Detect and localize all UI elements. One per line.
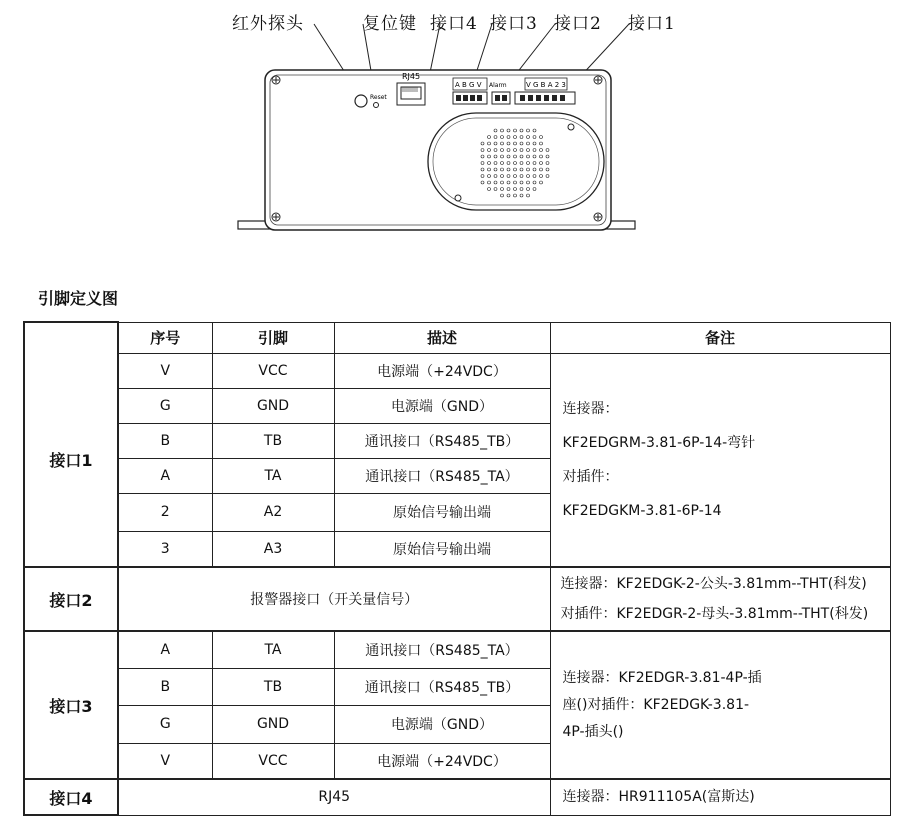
cell-desc: 通讯接口（RS485_TB） xyxy=(334,668,550,705)
grille-hole xyxy=(514,188,517,191)
header-seq: 序号 xyxy=(118,322,212,353)
cell-pin: A2 xyxy=(212,493,334,531)
table-header-row xyxy=(24,322,890,353)
header-desc: 描述 xyxy=(334,322,550,353)
grille-hole xyxy=(494,162,497,165)
grille-hole xyxy=(501,168,504,171)
port2-label: 接口2 xyxy=(24,567,118,631)
grille-hole xyxy=(488,188,491,191)
grille-hole xyxy=(494,129,497,132)
cell-pin: VCC xyxy=(212,353,334,388)
section-title: 引脚定义图 xyxy=(38,289,119,308)
table-row xyxy=(24,779,890,815)
cell-pin: TB xyxy=(212,423,334,458)
cell-desc: 电源端（+24VDC） xyxy=(334,743,550,779)
cell-pin: GND xyxy=(212,705,334,743)
grille-hole xyxy=(488,149,491,152)
ir-probe xyxy=(355,95,367,107)
grille-hole xyxy=(540,168,543,171)
port3-label: 接口3 xyxy=(24,631,118,779)
callout-reset-key: 复位键 xyxy=(363,14,417,34)
abgv-text: A B G V xyxy=(455,81,482,89)
grille-hole xyxy=(527,188,530,191)
cell-seq: 2 xyxy=(118,493,212,531)
cell-desc: 通讯接口（RS485_TA） xyxy=(334,631,550,668)
grille-hole xyxy=(540,149,543,152)
grille-hole xyxy=(527,142,530,145)
grille-hole xyxy=(494,181,497,184)
grille-hole xyxy=(507,188,510,191)
grille-hole xyxy=(481,155,484,158)
grille-hole xyxy=(488,168,491,171)
grille-hole xyxy=(501,129,504,132)
grille-hole xyxy=(507,175,510,178)
grille-hole xyxy=(481,168,484,171)
grille-hole xyxy=(514,136,517,139)
rj45-text: RJ45 xyxy=(402,72,421,81)
cell-seq: V xyxy=(118,353,212,388)
cell-seq: B xyxy=(118,668,212,705)
grille-hole xyxy=(481,162,484,165)
port2-connector xyxy=(492,92,510,104)
grille-hole xyxy=(488,136,491,139)
cell-pin: VCC xyxy=(212,743,334,779)
cell-desc: 通讯接口（RS485_TA） xyxy=(334,458,550,493)
grille-hole xyxy=(520,155,523,158)
grille-hole xyxy=(507,155,510,158)
grille-hole xyxy=(481,181,484,184)
grille-hole xyxy=(540,162,543,165)
grille-hole xyxy=(533,136,536,139)
port1-note: 连接器： KF2EDGRM-3.81-6P-14-弯针 对插件： KF2EDGKM-3.81-6P-14 xyxy=(550,353,890,567)
grille-hole xyxy=(488,142,491,145)
grille-hole xyxy=(533,168,536,171)
vgba23-text: V G B A 2 3 xyxy=(526,81,566,89)
grille-hole xyxy=(533,175,536,178)
grille-hole xyxy=(501,175,504,178)
cell-pin: TA xyxy=(212,631,334,668)
grille-hole xyxy=(540,175,543,178)
grille-hole xyxy=(520,162,523,165)
grille-hole xyxy=(488,155,491,158)
grille-hole xyxy=(520,194,523,197)
cell-desc: 通讯接口（RS485_TB） xyxy=(334,423,550,458)
reset-text: Reset xyxy=(370,94,387,101)
port3-note: 连接器：KF2EDGR-3.81-4P-插 座()对插件：KF2EDGK-3.81- 4P-插头() xyxy=(550,631,890,779)
cell-desc: 原始信号输出端 xyxy=(334,493,550,531)
grille-hole xyxy=(507,194,510,197)
callout-port1: 接口1 xyxy=(628,14,676,34)
cell-seq: A xyxy=(118,631,212,668)
port4-label: 接口4 xyxy=(24,779,118,815)
grille-hole xyxy=(533,155,536,158)
grille-hole xyxy=(514,142,517,145)
grille-hole xyxy=(514,194,517,197)
header-pin: 引脚 xyxy=(212,322,334,353)
grille-hole xyxy=(507,168,510,171)
cell-seq: B xyxy=(118,423,212,458)
grille-hole xyxy=(501,181,504,184)
cell-seq: V xyxy=(118,743,212,779)
grille-hole xyxy=(540,136,543,139)
cell-desc: 原始信号输出端 xyxy=(334,531,550,567)
grille-hole xyxy=(481,142,484,145)
table-row xyxy=(24,567,890,631)
callout-port4: 接口4 xyxy=(430,14,478,34)
grille-hole xyxy=(488,181,491,184)
reset-button xyxy=(374,103,379,108)
cell-pin: GND xyxy=(212,388,334,423)
grille-hole xyxy=(546,149,549,152)
cell-desc: 电源端（+24VDC） xyxy=(334,353,550,388)
port1-label: 接口1 xyxy=(24,353,118,567)
table-row xyxy=(24,353,890,388)
grille-hole xyxy=(501,155,504,158)
grille-hole xyxy=(481,149,484,152)
cell-pin: TA xyxy=(212,458,334,493)
grille-hole xyxy=(520,175,523,178)
grille-hole xyxy=(488,162,491,165)
grille-hole xyxy=(540,155,543,158)
table-row xyxy=(24,631,890,668)
grille-hole xyxy=(494,149,497,152)
grille-hole xyxy=(501,194,504,197)
grille-hole xyxy=(507,149,510,152)
grille-hole xyxy=(520,149,523,152)
device-diagram xyxy=(0,0,909,245)
header-note: 备注 xyxy=(550,322,890,353)
cell-desc: 电源端（GND） xyxy=(334,388,550,423)
grille-hole xyxy=(507,181,510,184)
grille-hole xyxy=(520,129,523,132)
grille-hole xyxy=(494,168,497,171)
cell-seq: G xyxy=(118,388,212,423)
cell-seq: 3 xyxy=(118,531,212,567)
grille-hole xyxy=(507,129,510,132)
pin-definition-table xyxy=(23,321,891,816)
grille-hole xyxy=(533,129,536,132)
grille-hole xyxy=(520,188,523,191)
port4-desc: RJ45 xyxy=(118,779,550,815)
grille-hole xyxy=(514,181,517,184)
grille-hole xyxy=(494,142,497,145)
grille-hole xyxy=(527,194,530,197)
grille-hole xyxy=(494,188,497,191)
grille-hole xyxy=(527,129,530,132)
grille-hole xyxy=(520,142,523,145)
port2-note: 连接器：KF2EDGK-2-公头-3.81mm--THT(科发) 对插件：KF2EDGR-2-母头-3.81mm--THT(科发) xyxy=(550,567,890,631)
grille-hole xyxy=(533,188,536,191)
grille-hole xyxy=(546,155,549,158)
grille-hole xyxy=(533,142,536,145)
grille-hole xyxy=(494,155,497,158)
grille-hole xyxy=(507,142,510,145)
grille-hole xyxy=(501,142,504,145)
grille-hole xyxy=(514,162,517,165)
grille-hole xyxy=(520,181,523,184)
grille-hole xyxy=(527,162,530,165)
grille-hole xyxy=(533,162,536,165)
cell-pin: TB xyxy=(212,668,334,705)
cell-seq: A xyxy=(118,458,212,493)
grille-hole xyxy=(533,181,536,184)
grille-hole xyxy=(527,155,530,158)
grille-hole xyxy=(514,175,517,178)
grille-hole xyxy=(546,175,549,178)
grille-hole xyxy=(501,149,504,152)
grille-hole xyxy=(527,136,530,139)
grille-hole xyxy=(507,136,510,139)
grille-hole xyxy=(546,162,549,165)
grille-hole xyxy=(514,168,517,171)
grille-hole xyxy=(501,162,504,165)
callout-port3: 接口3 xyxy=(490,14,538,34)
grille-hole xyxy=(488,175,491,178)
grille-hole xyxy=(520,136,523,139)
callout-ir-probe: 红外探头 xyxy=(232,14,304,34)
grille-hole xyxy=(481,175,484,178)
cell-pin: A3 xyxy=(212,531,334,567)
grille-hole xyxy=(540,142,543,145)
callout-port2: 接口2 xyxy=(554,14,602,34)
grille-hole xyxy=(514,155,517,158)
grille-hole xyxy=(507,162,510,165)
grille-hole xyxy=(494,175,497,178)
cell-desc: 电源端（GND） xyxy=(334,705,550,743)
grille-hole xyxy=(527,168,530,171)
grille-hole xyxy=(546,168,549,171)
alarm-text: Alarm xyxy=(489,82,507,89)
grille-hole xyxy=(514,129,517,132)
grille-hole xyxy=(501,188,504,191)
grille-hole xyxy=(527,181,530,184)
grille-hole xyxy=(501,136,504,139)
grille-hole xyxy=(527,149,530,152)
port4-note: 连接器：HR911105A(富斯达) xyxy=(550,779,890,815)
grille-hole xyxy=(520,168,523,171)
grille-hole xyxy=(527,175,530,178)
grille-hole xyxy=(533,149,536,152)
port2-desc: 报警器接口（开关量信号） xyxy=(118,567,550,631)
grille-hole xyxy=(540,181,543,184)
grille-hole xyxy=(494,136,497,139)
grille-hole xyxy=(514,149,517,152)
cell-seq: G xyxy=(118,705,212,743)
